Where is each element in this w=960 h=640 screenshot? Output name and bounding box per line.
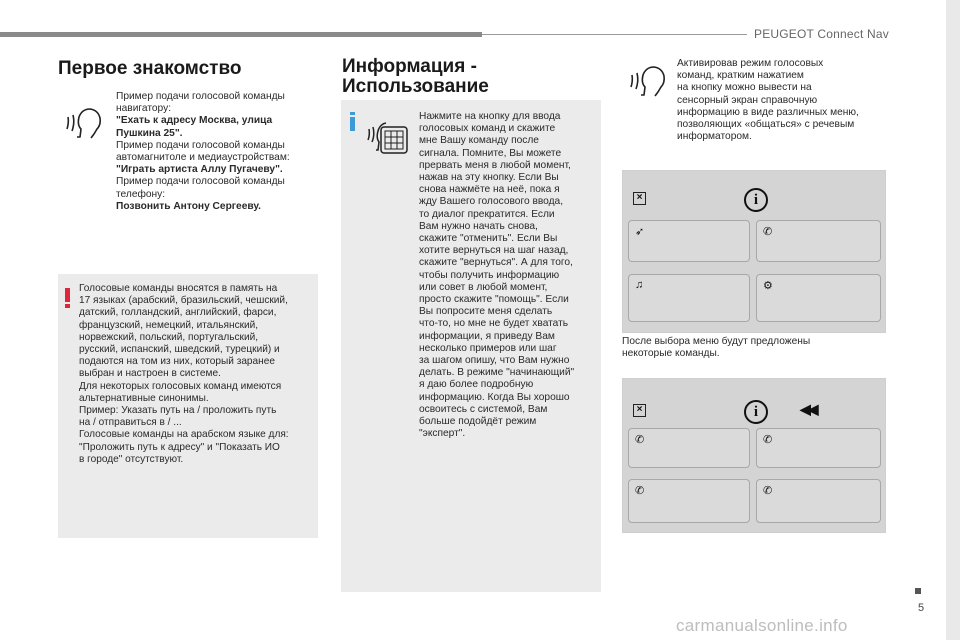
gear-icon: ⚙ <box>763 280 773 292</box>
after-menu-line: некоторые команды. <box>622 348 720 360</box>
menu-button-navigation[interactable] <box>628 220 750 262</box>
warning-line: датский, голландский, английский, фарси, <box>79 307 277 319</box>
info-line: информацию. Когда Вы хорошо <box>419 391 570 403</box>
warning-line: в городе" отсутствуют. <box>79 453 184 465</box>
page-edge-strip <box>946 0 960 640</box>
warning-line: французский, немецкий, итальянский, <box>79 319 259 331</box>
warning-line: подаются на том из них, который заранее <box>79 356 275 368</box>
info-line: несколько примеров или шаг <box>419 342 557 354</box>
info-line: снова нажмёте на неё, пока я <box>419 184 560 196</box>
rewind-icon[interactable]: ◀◀ <box>800 401 816 417</box>
info-line: Вам нужно начать снова, <box>419 220 538 232</box>
activation-line: Активировав режим голосовых <box>677 58 824 69</box>
phone-handset-icon: ✆ <box>763 434 773 446</box>
after-menu-text <box>622 336 862 360</box>
info-line: Вы попросите меня сделать <box>419 306 553 318</box>
voice-help-screen-commands <box>622 378 886 533</box>
info-line: или совет в любой момент, <box>419 281 548 293</box>
info-line: то диалог прекратится. Если <box>419 208 555 220</box>
info-line: что-то, но мне не будет хватать <box>419 318 569 330</box>
info-line: голосовых команд и скажите <box>419 123 556 135</box>
warning-text <box>79 283 317 466</box>
section-title-line: Использование <box>342 76 489 97</box>
section-title-info-usage <box>342 57 582 97</box>
info-line: больше подойдёт режим <box>419 416 537 428</box>
command-button[interactable] <box>756 428 881 468</box>
warning-line: "Проложить путь к адресу" и "Показать ИО <box>79 441 280 453</box>
warning-icon <box>65 288 71 308</box>
activation-line: информацию в виде различных меню, <box>677 106 859 118</box>
info-line: я даю более подробную <box>419 379 534 391</box>
info-line: нажав на эту кнопку. Если Вы <box>419 172 559 184</box>
phone-handset-icon: ✆ <box>763 485 773 497</box>
menu-button-settings[interactable] <box>756 274 881 322</box>
info-line: сигнала. Помните, Вы можете <box>419 147 562 159</box>
info-text <box>419 111 599 440</box>
phone-handset-icon: ✆ <box>635 434 645 446</box>
voice-help-screen-main <box>622 170 886 333</box>
warning-line: Голосовые команды на арабском языке для: <box>79 429 289 441</box>
info-line: за шагом опишу, что Вам нужно <box>419 355 570 367</box>
info-circle-icon[interactable]: i <box>744 188 768 212</box>
activation-line: информатором. <box>677 131 752 143</box>
info-line: "эксперт". <box>419 428 466 440</box>
activation-text <box>677 58 877 143</box>
warning-line: на / отправиться в / ... <box>79 417 182 429</box>
voice-command-icon <box>627 65 669 99</box>
header-rule-thin <box>482 34 747 35</box>
voice-button-icon <box>366 118 410 158</box>
close-x-icon[interactable]: × <box>633 404 646 417</box>
info-line: Нажмите на кнопку для ввода <box>419 111 561 122</box>
info-line: мне Вашу команду после <box>419 135 539 147</box>
warning-line: альтернативные синонимы. <box>79 392 209 404</box>
warning-line: русский, испанский, шведский, турецкий) и <box>79 344 280 356</box>
command-button[interactable] <box>628 479 750 523</box>
header-rule <box>0 32 482 37</box>
page-number: 5 <box>918 602 925 614</box>
example-command: "Ехать к адресу Москва, улица Пушкина 25". <box>116 115 273 139</box>
warning-line: норвежский, польский, португальский, <box>79 331 259 343</box>
after-menu-line: После выбора меню будут предложены <box>622 336 811 347</box>
info-line: освоитесь с системой, Вам <box>419 403 548 415</box>
info-line: скажите "отменить". Если Вы <box>419 233 558 245</box>
example-command: "Играть артиста Аллу Пугачеву". <box>116 164 283 176</box>
voice-command-icon <box>63 107 105 141</box>
info-line: чтобы получить информацию <box>419 269 560 281</box>
activation-line: сенсорный экран справочную <box>677 94 818 106</box>
close-x-icon[interactable]: × <box>633 192 646 205</box>
info-line: информации, я приведу Вам <box>419 330 555 342</box>
warning-line: Голосовые команды вносятся в память на <box>79 283 278 294</box>
info-line: делать. В режиме "начинающий" <box>419 367 575 379</box>
music-note-icon: ♫ <box>635 279 644 291</box>
watermark: carmanualsonline.info <box>676 616 848 635</box>
page-marker <box>915 588 921 594</box>
header-title: PEUGEOT Connect Nav <box>754 27 889 41</box>
example-intro: Пример подачи голосовой команды навигатору: <box>116 91 285 115</box>
example-intro: Пример подачи голосовой команды телефону: <box>116 176 285 200</box>
info-line: просто скажите "помощь". Если <box>419 294 569 306</box>
navigation-arrow-icon: ➶ <box>635 226 645 238</box>
info-line: хотите вернуться на шаг назад, <box>419 245 569 257</box>
info-circle-icon[interactable]: i <box>744 400 768 424</box>
activation-line: команд, кратким нажатием <box>677 70 804 82</box>
command-button[interactable] <box>756 479 881 523</box>
menu-button-media[interactable] <box>628 274 750 322</box>
menu-button-phone[interactable] <box>756 220 881 262</box>
command-button[interactable] <box>628 428 750 468</box>
phone-handset-icon: ✆ <box>635 485 645 497</box>
example-command: Позвонить Антону Сергееву. <box>116 200 261 212</box>
info-line: жду Вашего голосового ввода, <box>419 196 564 208</box>
activation-line: позволяющих «общаться» с речевым <box>677 119 855 131</box>
phone-handset-icon: ✆ <box>763 226 773 238</box>
activation-line: на кнопку можно вывести на <box>677 82 812 94</box>
warning-line: Пример: Указать путь на / проложить путь <box>79 405 277 417</box>
section-title-line: Информация - <box>342 56 477 77</box>
warning-line: Для некоторых голосовых команд имеются <box>79 380 282 392</box>
info-line: скажите "вернуться". А для того, <box>419 257 573 269</box>
example-intro: Пример подачи голосовой команды автомагнитоле и медиаустройствам: <box>116 139 290 164</box>
warning-line: 17 языках (арабский, бразильский, чешский, <box>79 295 288 307</box>
info-line: прервать меня в любой момент, <box>419 159 571 171</box>
warning-line: выбран и настроен в системе. <box>79 368 221 380</box>
example-navigation <box>116 91 316 213</box>
section-title-first-steps: Первое знакомство <box>58 58 242 79</box>
